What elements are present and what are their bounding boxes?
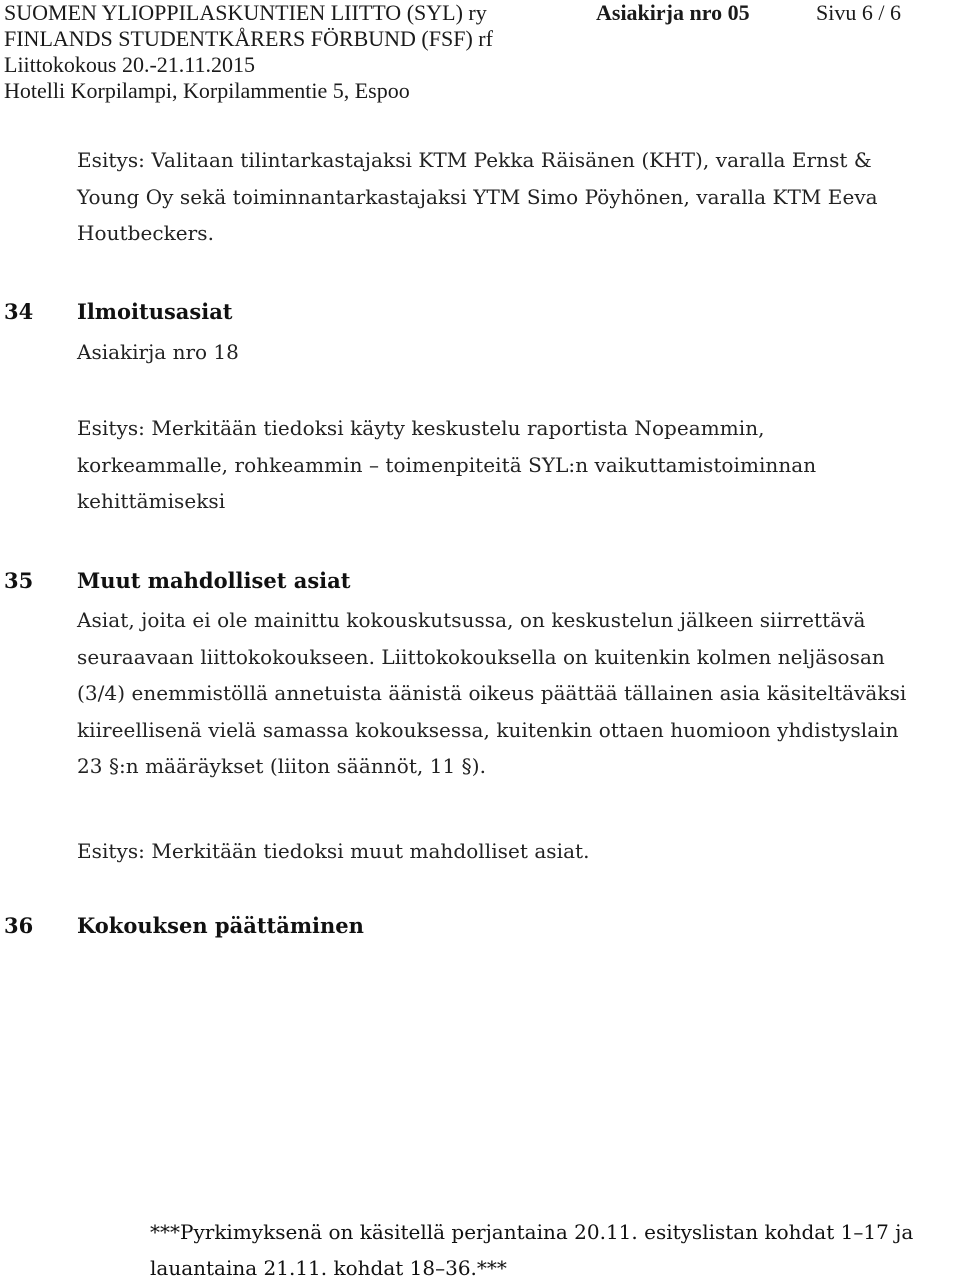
section-35-body: [77, 602, 957, 785]
paragraph-line: Houtbeckers.: [77, 221, 214, 245]
section-number: 35: [4, 568, 34, 593]
meeting-date: Liittokokous 20.-21.11.2015: [4, 52, 255, 77]
paragraph-line: Esitys: Valitaan tilintarkastajaksi KTM Pekka Räisänen (KHT), varalla Ernst &: [77, 148, 872, 172]
organization-name-fi: SUOMEN YLIOPPILASKUNTIEN LIITTO (SYL) ry: [4, 0, 487, 25]
footnote-line: ***Pyrkimyksenä on käsitellä perjantaina 20.11. esityslistan kohdat 1–17 ja: [150, 1220, 914, 1244]
footnote-line: lauantaina 21.11. kohdat 18–36.***: [150, 1256, 507, 1280]
document-number: Asiakirja nro 05: [596, 0, 750, 25]
intro-proposal: [77, 142, 957, 252]
meeting-location: Hotelli Korpilampi, Korpilammentie 5, Espoo: [4, 78, 410, 103]
section-title: Muut mahdolliset asiat: [77, 568, 351, 593]
scheduling-footnote: [150, 1214, 956, 1286]
section-title: Kokouksen päättäminen: [77, 913, 364, 938]
section-title: Ilmoitusasiat: [77, 299, 233, 324]
section-34-proposal: [77, 410, 957, 520]
section-number: 34: [4, 299, 34, 324]
organization-name-sv: FINLANDS STUDENTKÅRERS FÖRBUND (FSF) rf: [4, 26, 493, 51]
section-35-proposal: [77, 833, 957, 870]
paragraph-line: kiireellisenä vielä samassa kokouksessa, kuitenkin ottaen huomioon yhdistyslain: [77, 717, 899, 742]
page-number: Sivu 6 / 6: [816, 0, 901, 25]
paragraph-line: Esitys: Merkitään tiedoksi käyty keskustelu raportista Nopeammin,: [77, 416, 765, 440]
paragraph-line: Young Oy sekä toiminnantarkastajaksi YTM Simo Pöyhönen, varalla KTM Eeva: [77, 184, 878, 209]
paragraph-line: Asiat, joita ei ole mainittu kokouskutsussa, on keskustelun jälkeen siirrettävä: [77, 608, 866, 632]
paragraph-line: (3/4) enemmistöllä annetuista äänistä oikeus päättää tällainen asia käsiteltäväksi: [77, 681, 907, 705]
section-document-reference: Asiakirja nro 18: [77, 340, 239, 364]
section-number: 36: [4, 913, 34, 938]
paragraph-line: korkeammalle, rohkeammin – toimenpiteitä SYL:n vaikuttamistoiminnan: [77, 452, 817, 477]
paragraph-line: 23 §:n määräykset (liiton säännöt, 11 §).: [77, 754, 486, 778]
paragraph-line: kehittämiseksi: [77, 489, 226, 513]
paragraph-line: Esitys: Merkitään tiedoksi muut mahdolliset asiat.: [77, 839, 590, 863]
paragraph-line: seuraavaan liittokokoukseen. Liittokokouksella on kuitenkin kolmen neljäsosan: [77, 644, 885, 669]
